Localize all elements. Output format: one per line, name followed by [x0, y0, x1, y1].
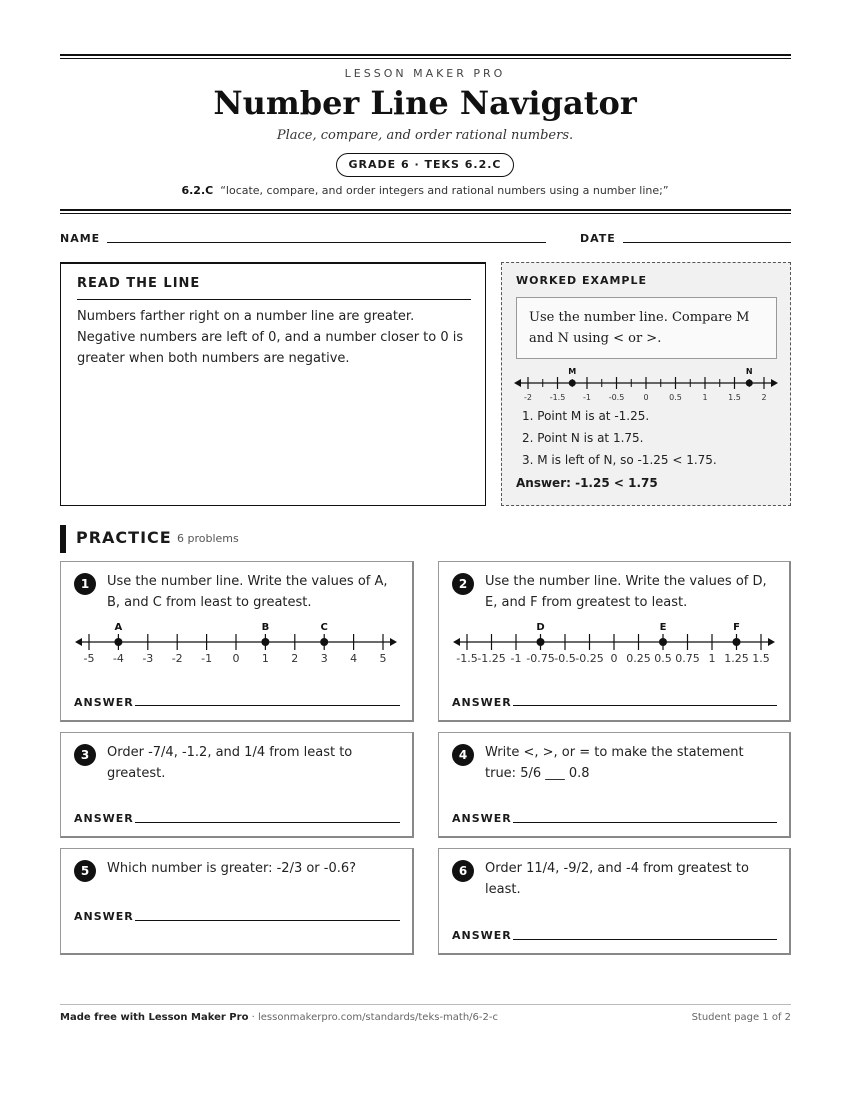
name-field[interactable]	[107, 242, 546, 243]
tick-label: -2	[524, 393, 532, 402]
brand-name: LESSON MAKER PRO	[344, 67, 506, 80]
tick-label: 0	[232, 652, 240, 665]
tick-label: 1	[261, 652, 269, 665]
date-field[interactable]	[623, 242, 791, 243]
point-label: B	[261, 622, 270, 633]
point-label: M	[568, 367, 577, 376]
worked-prompt: Use the number line. Compare M and N using < or >.	[516, 297, 777, 359]
point-marker	[733, 638, 741, 646]
arrow-right-icon	[768, 638, 775, 646]
point-marker	[114, 638, 122, 646]
problem-number: 6	[452, 860, 474, 882]
standard-text: “locate, compare, and order integers and rational numbers using a number line;”	[220, 184, 669, 197]
standard-code: 6.2.C	[181, 184, 214, 197]
tick-label: -1.5	[549, 393, 566, 402]
answer-field[interactable]	[135, 822, 400, 823]
arrow-right-icon	[771, 379, 778, 387]
standard-line	[0, 184, 850, 197]
problem-text: Order -7/4, -1.2, and 1/4 from least to greatest.	[107, 745, 353, 781]
problem-text: Order 11/4, -9/2, and -4 from greatest to least.	[485, 861, 749, 897]
answer-label: ANSWER	[452, 696, 512, 709]
tick-label: 2	[761, 393, 767, 402]
worked-answer: Answer: -1.25 < 1.75	[516, 476, 658, 490]
tick-label: 5	[379, 652, 387, 665]
top-rule-thin	[60, 58, 791, 59]
answer-field[interactable]	[513, 939, 777, 940]
footer-page-number: Student page 1 of 2	[691, 1012, 791, 1023]
answer-field[interactable]	[135, 920, 400, 921]
point-label: N	[745, 367, 753, 376]
arrow-left-icon	[514, 379, 521, 387]
tick-label: 4	[350, 652, 358, 665]
tick-label: 2	[291, 652, 299, 665]
problem-text: Use the number line. Write the values of D, E, and F from greatest to least.	[485, 574, 767, 610]
tick-label: -4	[112, 652, 124, 665]
worked-step: 3. M is left of N, so -1.25 < 1.75.	[522, 453, 717, 467]
tick-label: 0.5	[669, 393, 682, 402]
point-label: D	[536, 622, 545, 633]
arrow-left-icon	[75, 638, 82, 646]
problem-card-5	[60, 848, 414, 955]
arrow-right-icon	[390, 638, 397, 646]
tick-label: -1	[201, 652, 213, 665]
grade-badge: GRADE 6 · TEKS 6.2.C	[336, 153, 514, 177]
header-rule	[60, 209, 791, 211]
arrow-left-icon	[453, 638, 460, 646]
problem-text: Use the number line. Write the values of A, B, and C from least to greatest.	[107, 574, 388, 610]
problem-number: 5	[74, 860, 96, 882]
tick-label: -0.5	[554, 652, 576, 665]
practice-count: 6 problems	[177, 532, 239, 545]
read-heading: READ THE LINE	[77, 276, 201, 291]
header-rule-thin	[60, 213, 791, 214]
problem-card-3	[60, 732, 414, 838]
tick-label: 0.5	[654, 652, 672, 665]
page-title: Number Line Navigator	[213, 84, 637, 122]
tick-label: 1.5	[728, 393, 741, 402]
problem-number: 3	[74, 744, 96, 766]
problem-card-2	[438, 561, 791, 722]
point-label: C	[320, 622, 328, 633]
point-marker	[746, 380, 753, 387]
point-marker	[569, 380, 576, 387]
point-marker	[261, 638, 269, 646]
problem-2-number-line	[449, 618, 779, 668]
worked-heading: WORKED EXAMPLE	[516, 274, 647, 287]
problem-1-number-line	[71, 618, 401, 668]
point-marker	[537, 638, 545, 646]
point-label: F	[733, 622, 740, 633]
tick-label: -0.25	[575, 652, 604, 665]
point-marker	[659, 638, 667, 646]
tick-label: 0.25	[626, 652, 651, 665]
tick-label: -5	[83, 652, 95, 665]
footer-made-with: Made free with Lesson Maker Pro	[60, 1012, 249, 1023]
date-label: DATE	[580, 232, 616, 245]
answer-label: ANSWER	[452, 812, 512, 825]
tick-label: -2	[171, 652, 183, 665]
read-the-line-panel	[60, 262, 486, 506]
problem-card-6	[438, 848, 791, 955]
answer-label: ANSWER	[74, 910, 134, 923]
point-marker	[320, 638, 328, 646]
tick-label: -1.5	[456, 652, 478, 665]
worked-number-line	[510, 363, 782, 405]
name-label: NAME	[60, 232, 101, 245]
tick-label: 1.25	[724, 652, 749, 665]
read-divider	[77, 299, 471, 300]
worked-step: 2. Point N is at 1.75.	[522, 431, 644, 445]
worked-example-panel	[501, 262, 791, 506]
tick-label: 0	[610, 652, 618, 665]
footer-url[interactable]: · lessonmakerpro.com/standards/teks-math/6-2-c	[248, 1012, 498, 1023]
tick-label: 1	[708, 652, 716, 665]
problem-number: 2	[452, 573, 474, 595]
worked-steps	[522, 405, 717, 471]
tick-label: 3	[320, 652, 328, 665]
problem-card-1	[60, 561, 414, 722]
answer-label: ANSWER	[74, 696, 134, 709]
answer-label: ANSWER	[452, 929, 512, 942]
tick-label: -0.75	[526, 652, 555, 665]
point-label: A	[114, 622, 123, 633]
answer-field[interactable]	[513, 705, 777, 706]
tick-label: 0.75	[675, 652, 700, 665]
tick-label: -1	[583, 393, 591, 402]
tick-label: 1.5	[752, 652, 770, 665]
top-rule	[60, 54, 791, 56]
page-subtitle: Place, compare, and order rational numbers.	[276, 128, 574, 143]
problem-number: 1	[74, 573, 96, 595]
answer-field[interactable]	[135, 705, 400, 706]
problem-text: Which number is greater: -2/3 or -0.6?	[107, 861, 357, 876]
tick-label: -1.25	[477, 652, 506, 665]
tick-label: 1	[702, 393, 708, 402]
problem-text: Write <, >, or = to make the statement true: 5/6 ___ 0.8	[485, 745, 744, 781]
problem-number: 4	[452, 744, 474, 766]
footer-rule	[60, 1004, 791, 1005]
practice-accent-bar	[60, 525, 66, 553]
footer-credit	[60, 1012, 498, 1023]
answer-label: ANSWER	[74, 812, 134, 825]
tick-label: -0.5	[608, 393, 625, 402]
tick-label: 0	[643, 393, 649, 402]
problem-card-4	[438, 732, 791, 838]
read-body: Numbers farther right on a number line are greater. Negative numbers are left of 0, and a number closer to 0 is greater when both numbers are negative.	[77, 309, 464, 366]
tick-label: -3	[142, 652, 154, 665]
worked-step: 1. Point M is at -1.25.	[522, 409, 650, 423]
practice-heading: PRACTICE	[76, 528, 172, 547]
point-label: E	[659, 622, 667, 633]
tick-label: -1	[510, 652, 522, 665]
answer-field[interactable]	[513, 822, 777, 823]
